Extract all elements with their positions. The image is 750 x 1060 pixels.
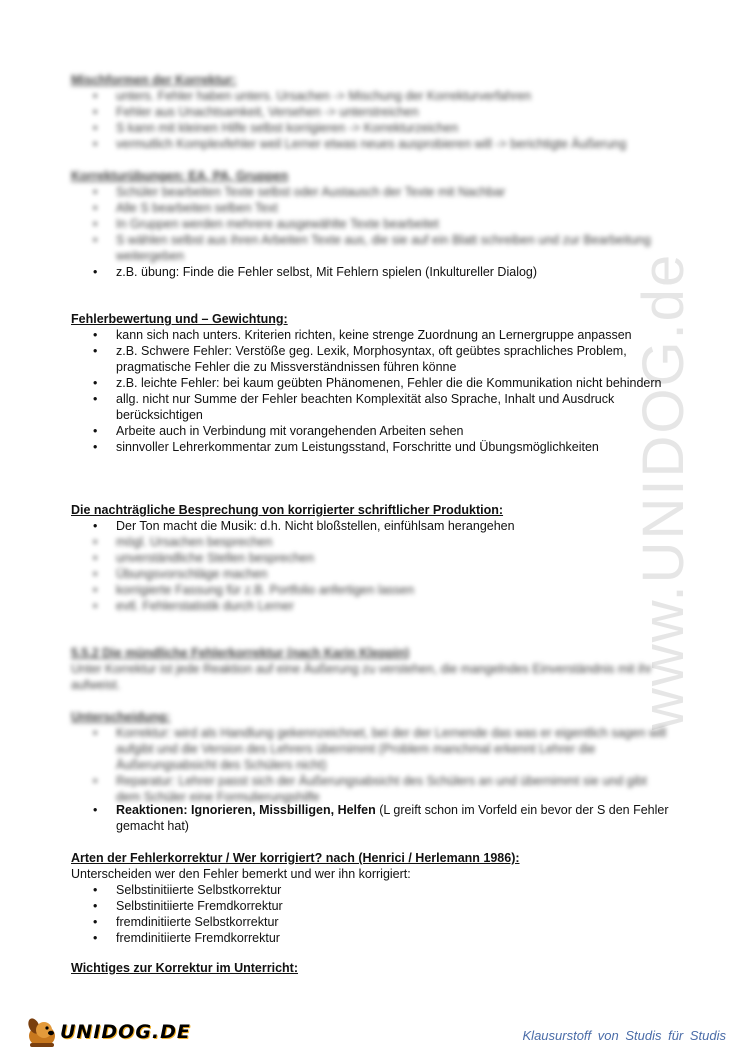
bullet-list <box>71 518 671 614</box>
list-item: • unters. Fehler haben unters. Ursachen -> Mischung der Korrekturverfahren <box>71 88 671 104</box>
section-unterscheidung <box>71 709 671 834</box>
list-item: • Reparatur: Lehrer passt sich der Äußerungsabsicht des Schülers an und übernimmt sie und gibt dem Schüler eine Formulierungshilfe <box>71 773 671 805</box>
section-heading: Fehlerbewertung und – Gewichtung: <box>71 312 288 326</box>
bullet-list <box>71 725 671 834</box>
section-mischformen <box>71 72 671 152</box>
list-item: • Selbstinitiierte Fremdkorrektur <box>71 898 671 914</box>
list-item: • unverständliche Stellen besprechen <box>71 550 671 566</box>
list-item: • In Gruppen werden mehrere ausgewählte Texte bearbeitet <box>71 216 671 232</box>
list-item: • Übungsvorschläge machen <box>71 566 671 582</box>
section-heading: Wichtiges zur Korrektur im Unterricht: <box>71 961 299 975</box>
unidog-logo[interactable] <box>22 1012 222 1052</box>
list-item: • Alle S bearbeiten selben Text <box>71 200 671 216</box>
section-heading: Arten der Fehlerkorrektur / Wer korrigiert? nach (Henrici / Herlemann 1986): <box>71 851 520 865</box>
list-item <box>71 802 671 834</box>
list-item: • mögl. Ursachen besprechen <box>71 534 671 550</box>
list-item: • vermutlich Komplexfehler weil Lerner etwas neues ausprobieren will -> berichtigte Äußerung <box>71 136 671 152</box>
list-item: • z.B. Schwere Fehler: Verstöße geg. Lexik, Morphosyntax, oft geübtes sprachliches Problem, pragmatische Fehler die zu Missverständnissen führen könne <box>71 343 671 375</box>
section-uebungen <box>71 168 671 280</box>
list-item: • allg. nicht nur Summe der Fehler beachten Komplexität also Sprache, Inhalt und Ausdruck berücksichtigen <box>71 391 671 423</box>
section-muendlich <box>71 645 671 693</box>
section-heading: Korrekturübungen: EA, PA, Gruppen <box>71 169 289 183</box>
section-heading: 5.5.2 Die mündliche Fehlerkorrektur (nach Karin Kleppin) <box>71 646 410 660</box>
reaktionen-text: (L greift schon im Vorfeld ein bevor der S den Fehler gemacht hat) <box>116 803 669 833</box>
bullet-list <box>71 327 671 455</box>
section-heading: Die nachträgliche Besprechung von korrigierter schriftlicher Produktion: <box>71 503 504 517</box>
reaktionen-label: Reaktionen: Ignorieren, Missbilligen, Helfen <box>116 803 376 817</box>
section-heading: Unterscheidung: <box>71 710 171 724</box>
list-item: • Der Ton macht die Musik: d.h. Nicht bloßstellen, einfühlsam herangehen <box>71 518 671 534</box>
section-subheading: Unterscheiden wer den Fehler bemerkt und wer ihn korrigiert: <box>71 867 411 881</box>
list-item: • fremdinitiierte Fremdkorrektur <box>71 930 671 946</box>
section-wichtiges <box>71 960 671 976</box>
list-item: • z.B. leichte Fehler: bei kaum geübten Phänomenen, Fehler die die Kommunikation nicht behindern <box>71 375 671 391</box>
brand-name: UNIDOG.DE <box>60 1021 191 1043</box>
list-item: • S kann mit kleinen Hilfe selbst korrigieren -> Korrekturzeichen <box>71 120 671 136</box>
section-heading: Mischformen der Korrektur: <box>71 73 237 87</box>
list-item: • sinnvoller Lehrerkommentar zum Leistungsstand, Forschritte und Übungsmöglichkeiten <box>71 439 671 455</box>
list-item: • Schüler bearbeiten Texte selbst oder Austausch der Texte mit Nachbar <box>71 184 671 200</box>
list-item: • evtl. Fehlerstatistik durch Lerner <box>71 598 671 614</box>
list-item: • kann sich nach unters. Kriterien richten, keine strenge Zuordnung an Lernergruppe anpassen <box>71 327 671 343</box>
list-item: • Fehler aus Unachtsamkeit, Versehen -> unterstreichen <box>71 104 671 120</box>
list-item: • Selbstinitiierte Selbstkorrektur <box>71 882 671 898</box>
dog-icon <box>22 1012 62 1052</box>
list-item: • S wählen selbst aus ihren Arbeiten Texte aus, die sie auf ein Blatt schreiben und zur Bearbeitung weitergeben <box>71 232 671 264</box>
section-bewertung <box>71 311 671 455</box>
list-item: • korrigierte Fassung für z.B. Portfolio anfertigen lassen <box>71 582 671 598</box>
footer-tagline: Klausurstoff von Studis für Studis <box>522 1028 726 1043</box>
section-besprechung <box>71 502 671 614</box>
list-item: • fremdinitiierte Selbstkorrektur <box>71 914 671 930</box>
bullet-list <box>71 184 671 280</box>
section-paragraph: Unter Korrektur ist jede Reaktion auf eine Äußerung zu verstehen, die mangelndes Einverständnis mit ihr aufweist. <box>71 662 652 692</box>
list-item: • z.B. übung: Finde die Fehler selbst, Mit Fehlern spielen (Inkultureller Dialog) <box>71 264 671 280</box>
list-item: • Korrektur: wird als Handlung gekennzeichnet, bei der der Lernende das was er eigentlich sagen will aufgibt und die Version des Lehrers übernimmt (Problem manchmal erkennt Lehrer die Äußerungsabsicht des Schülers nicht) <box>71 725 671 773</box>
section-arten <box>71 850 671 946</box>
bullet-list <box>71 882 671 946</box>
watermark: www.UNIDOG.de <box>631 252 696 730</box>
list-item: • Arbeite auch in Verbindung mit vorangehenden Arbeiten sehen <box>71 423 671 439</box>
bullet-list <box>71 88 671 152</box>
